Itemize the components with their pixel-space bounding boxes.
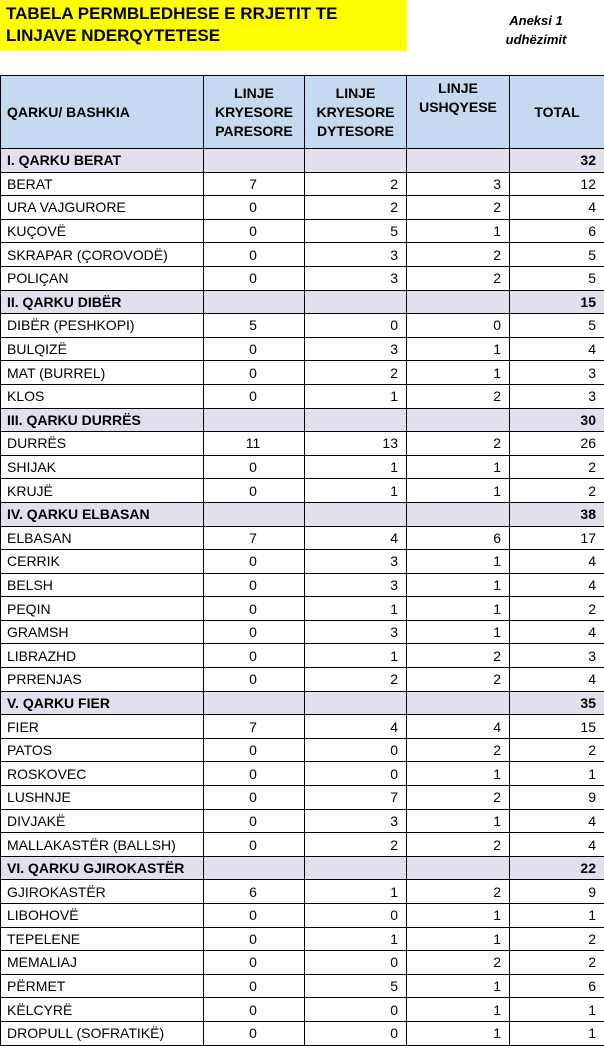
table-row [1,455,604,479]
cell-ushqyese: 2 [407,196,510,220]
cell-total: 2 [510,927,604,951]
cell-name: GJIROKASTËR [1,880,204,904]
cell-dytesore: 2 [305,172,407,196]
cell-total: 2 [510,455,604,479]
cell-ushqyese: 2 [407,644,510,668]
qarku-row [1,408,604,432]
cell-paresore: 0 [204,668,305,692]
cell-dytesore: 1 [305,479,407,503]
cell-dytesore: 3 [305,266,407,290]
cell-ushqyese: 3 [407,172,510,196]
cell-total: 3 [510,644,604,668]
cell-name: KLOS [1,384,204,408]
cell-ushqyese: 1 [407,904,510,928]
cell-dytesore: 0 [305,904,407,928]
cell-name: II. QARKU DIBËR [1,290,204,314]
cell-name: POLIÇAN [1,266,204,290]
cell-ushqyese: 1 [407,1021,510,1045]
cell-name: KRUJË [1,479,204,503]
cell-dytesore [305,856,407,880]
qarku-row [1,502,604,526]
table-row [1,172,604,196]
cell-ushqyese: 1 [407,573,510,597]
cell-ushqyese: 2 [407,786,510,810]
cell-dytesore: 0 [305,1021,407,1045]
cell-ushqyese [407,502,510,526]
cell-dytesore: 5 [305,219,407,243]
cell-ushqyese: 1 [407,361,510,385]
cell-name: GRAMSH [1,620,204,644]
cell-ushqyese: 2 [407,384,510,408]
cell-paresore: 5 [204,314,305,338]
cell-dytesore: 0 [305,738,407,762]
table-row [1,266,604,290]
cell-name: BERAT [1,172,204,196]
table-row [1,597,604,621]
cell-dytesore: 0 [305,762,407,786]
cell-name: III. QARKU DURRËS [1,408,204,432]
cell-ushqyese: 1 [407,219,510,243]
cell-total: 1 [510,904,604,928]
table-row [1,243,604,267]
cell-name: BELSH [1,573,204,597]
table-row [1,479,604,503]
cell-ushqyese: 1 [407,809,510,833]
cell-name: DROPULL (SOFRATIKË) [1,1021,204,1045]
column-header-total: TOTAL [510,76,604,149]
cell-total: 1 [510,1021,604,1045]
cell-total: 38 [510,502,604,526]
cell-dytesore: 3 [305,809,407,833]
cell-total: 6 [510,974,604,998]
cell-name: V. QARKU FIER [1,691,204,715]
cell-total: 4 [510,196,604,220]
cell-paresore: 0 [204,361,305,385]
table-row [1,786,604,810]
table-body [1,149,604,1046]
cell-paresore: 0 [204,479,305,503]
cell-total: 26 [510,432,604,456]
cell-name: MAT (BURREL) [1,361,204,385]
annex-label: Aneksi 1 udhëzimit [505,13,567,47]
cell-dytesore: 1 [305,384,407,408]
title-banner [0,0,407,51]
table-row [1,833,604,857]
summary-table [0,75,604,1046]
table-row [1,314,604,338]
cell-name: TEPELENE [1,927,204,951]
cell-name: DURRËS [1,432,204,456]
cell-total: 4 [510,833,604,857]
cell-dytesore: 3 [305,550,407,574]
cell-total: 17 [510,526,604,550]
cell-name: VI. QARKU GJIROKASTËR [1,856,204,880]
cell-name: MALLAKASTËR (BALLSH) [1,833,204,857]
cell-dytesore [305,502,407,526]
cell-total: 1 [510,762,604,786]
cell-ushqyese: 1 [407,620,510,644]
cell-ushqyese: 1 [407,998,510,1022]
table-row [1,550,604,574]
cell-paresore [204,149,305,173]
cell-ushqyese: 2 [407,833,510,857]
cell-dytesore: 2 [305,196,407,220]
cell-paresore: 0 [204,620,305,644]
cell-dytesore [305,691,407,715]
table-row [1,361,604,385]
cell-ushqyese: 6 [407,526,510,550]
column-header-ushqyese: LINJE USHQYESE [407,76,510,149]
cell-total: 4 [510,573,604,597]
cell-paresore [204,408,305,432]
table-row [1,196,604,220]
cell-total: 2 [510,479,604,503]
cell-name: LIBOHOVË [1,904,204,928]
table-row [1,384,604,408]
cell-total: 22 [510,856,604,880]
cell-ushqyese: 2 [407,668,510,692]
cell-ushqyese: 1 [407,762,510,786]
cell-dytesore: 2 [305,361,407,385]
cell-total: 2 [510,597,604,621]
cell-total: 9 [510,880,604,904]
cell-paresore: 0 [204,219,305,243]
cell-ushqyese: 2 [407,880,510,904]
cell-paresore: 0 [204,644,305,668]
cell-total: 32 [510,149,604,173]
cell-dytesore [305,149,407,173]
cell-ushqyese: 2 [407,243,510,267]
cell-name: SKRAPAR (ÇOROVODË) [1,243,204,267]
cell-dytesore: 1 [305,880,407,904]
cell-total: 2 [510,738,604,762]
cell-ushqyese: 1 [407,597,510,621]
cell-paresore: 0 [204,762,305,786]
cell-dytesore: 1 [305,927,407,951]
cell-paresore: 0 [204,573,305,597]
cell-total: 12 [510,172,604,196]
cell-name: SHIJAK [1,455,204,479]
cell-dytesore: 2 [305,833,407,857]
cell-ushqyese [407,149,510,173]
cell-total: 6 [510,219,604,243]
cell-ushqyese: 1 [407,550,510,574]
table-row [1,809,604,833]
cell-total: 5 [510,266,604,290]
cell-total: 3 [510,361,604,385]
column-header-dytesore: LINJE KRYESORE DYTESORE [305,76,407,149]
cell-dytesore: 7 [305,786,407,810]
table-header-row [1,76,604,149]
cell-name: PRRENJAS [1,668,204,692]
cell-total: 30 [510,408,604,432]
cell-ushqyese: 1 [407,479,510,503]
qarku-row [1,856,604,880]
cell-paresore: 0 [204,833,305,857]
cell-ushqyese: 0 [407,314,510,338]
cell-paresore [204,502,305,526]
table-row [1,219,604,243]
cell-dytesore: 4 [305,526,407,550]
cell-name: BULQIZË [1,337,204,361]
table-row [1,432,604,456]
cell-ushqyese [407,856,510,880]
cell-ushqyese [407,691,510,715]
cell-ushqyese: 2 [407,738,510,762]
cell-name: KUÇOVË [1,219,204,243]
cell-ushqyese: 1 [407,455,510,479]
cell-total: 4 [510,550,604,574]
cell-ushqyese: 1 [407,927,510,951]
cell-dytesore: 1 [305,644,407,668]
cell-paresore: 7 [204,715,305,739]
cell-paresore: 0 [204,337,305,361]
cell-ushqyese: 2 [407,432,510,456]
cell-ushqyese: 2 [407,951,510,975]
cell-paresore [204,691,305,715]
cell-dytesore: 3 [305,573,407,597]
table-row [1,620,604,644]
cell-paresore: 0 [204,1021,305,1045]
cell-total: 15 [510,290,604,314]
cell-paresore [204,290,305,314]
cell-paresore [204,856,305,880]
cell-dytesore: 2 [305,668,407,692]
qarku-row [1,149,604,173]
cell-total: 15 [510,715,604,739]
cell-total: 2 [510,951,604,975]
cell-name: KËLCYRË [1,998,204,1022]
table-row [1,526,604,550]
table-row [1,668,604,692]
document-title: TABELA PERMBLEDHESE E RRJETIT TE LINJAVE NDERQYTETESE [6,4,338,45]
cell-ushqyese [407,290,510,314]
cell-paresore: 0 [204,243,305,267]
cell-paresore: 0 [204,738,305,762]
cell-total: 4 [510,337,604,361]
cell-paresore: 0 [204,455,305,479]
cell-dytesore: 3 [305,243,407,267]
cell-ushqyese: 1 [407,337,510,361]
cell-paresore: 0 [204,998,305,1022]
cell-paresore: 7 [204,172,305,196]
table-row [1,738,604,762]
cell-name: LIBRAZHD [1,644,204,668]
cell-dytesore: 0 [305,951,407,975]
cell-dytesore: 1 [305,597,407,621]
table-row [1,1021,604,1045]
cell-paresore: 0 [204,597,305,621]
cell-name: FIER [1,715,204,739]
cell-paresore: 0 [204,974,305,998]
cell-ushqyese: 1 [407,974,510,998]
cell-paresore: 0 [204,550,305,574]
column-header-qarku-bashkia: QARKU/ BASHKIA [1,76,204,149]
cell-name: ELBASAN [1,526,204,550]
cell-ushqyese: 4 [407,715,510,739]
cell-total: 4 [510,668,604,692]
table-row [1,762,604,786]
table-row [1,904,604,928]
cell-paresore: 0 [204,266,305,290]
table-row [1,951,604,975]
cell-total: 1 [510,998,604,1022]
cell-total: 3 [510,384,604,408]
cell-name: ROSKOVEC [1,762,204,786]
cell-name: IV. QARKU ELBASAN [1,502,204,526]
cell-paresore: 0 [204,384,305,408]
cell-dytesore [305,408,407,432]
cell-total: 4 [510,620,604,644]
cell-ushqyese [407,408,510,432]
cell-dytesore [305,290,407,314]
cell-dytesore: 3 [305,337,407,361]
qarku-row [1,290,604,314]
column-header-paresore: LINJE KRYESORE PARESORE [204,76,305,149]
cell-dytesore: 3 [305,620,407,644]
cell-total: 4 [510,809,604,833]
cell-paresore: 0 [204,904,305,928]
cell-ushqyese: 2 [407,266,510,290]
cell-paresore: 0 [204,196,305,220]
cell-paresore: 0 [204,809,305,833]
table-row [1,880,604,904]
cell-name: PEQIN [1,597,204,621]
cell-name: LUSHNJE [1,786,204,810]
cell-dytesore: 13 [305,432,407,456]
cell-name: DIBËR (PESHKOPI) [1,314,204,338]
cell-name: URA VAJGURORE [1,196,204,220]
cell-paresore: 0 [204,786,305,810]
cell-name: CERRIK [1,550,204,574]
cell-dytesore: 0 [305,314,407,338]
cell-paresore: 7 [204,526,305,550]
cell-paresore: 11 [204,432,305,456]
cell-total: 5 [510,314,604,338]
cell-dytesore: 4 [305,715,407,739]
table-row [1,644,604,668]
cell-name: PATOS [1,738,204,762]
cell-name: DIVJAKË [1,809,204,833]
table-row [1,337,604,361]
cell-name: I. QARKU BERAT [1,149,204,173]
cell-total: 5 [510,243,604,267]
cell-total: 9 [510,786,604,810]
cell-total: 35 [510,691,604,715]
table-row [1,573,604,597]
qarku-row [1,691,604,715]
table-row [1,715,604,739]
cell-name: PËRMET [1,974,204,998]
cell-paresore: 6 [204,880,305,904]
cell-dytesore: 0 [305,998,407,1022]
cell-dytesore: 1 [305,455,407,479]
cell-dytesore: 5 [305,974,407,998]
cell-paresore: 0 [204,927,305,951]
cell-name: MEMALIAJ [1,951,204,975]
table-row [1,974,604,998]
cell-paresore: 0 [204,951,305,975]
table-row [1,998,604,1022]
table-row [1,927,604,951]
